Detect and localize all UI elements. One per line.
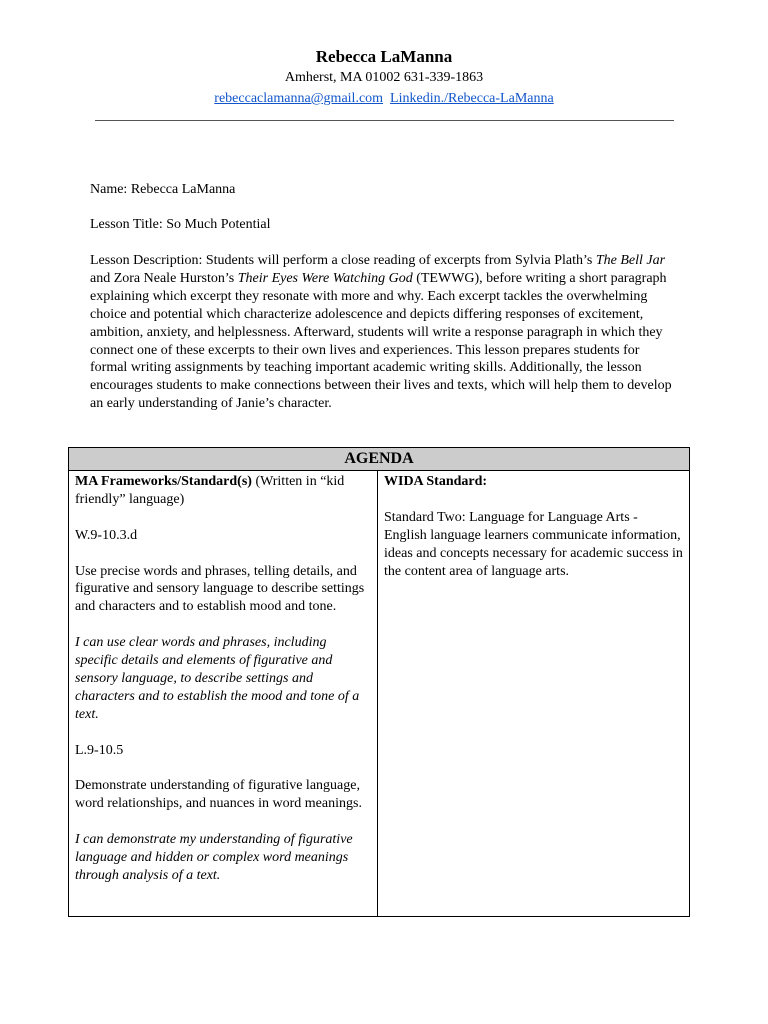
wida-standard-cell xyxy=(378,471,690,917)
kid-friendly-standard: I can demonstrate my understanding of figurative language and hidden or complex word meanings through analysis of a text. xyxy=(75,832,353,883)
linkedin-link[interactable]: Linkedin./Rebecca-LaManna xyxy=(390,91,554,106)
book-title-tewwg: Their Eyes Were Watching God xyxy=(237,270,413,286)
resume-header xyxy=(0,46,768,110)
email-link[interactable]: rebeccaclamanna@gmail.com xyxy=(214,91,384,106)
ma-standards-heading-note: (Written in “kid friendly” language) xyxy=(75,474,345,507)
kid-friendly-standard: I can use clear words and phrases, including specific details and elements of figurative and sensory language, to describe settings and characters and to establish the mood and tone of a text. xyxy=(75,635,360,722)
contact-address: Amherst, MA 01002 631-339-1863 xyxy=(284,70,484,85)
lesson-description xyxy=(90,252,680,413)
agenda-heading: AGENDA xyxy=(69,448,690,471)
standard-code: W.9-10.3.d xyxy=(75,527,138,543)
ma-standards-heading xyxy=(75,473,371,509)
lesson-title-line: Lesson Title: So Much Potential xyxy=(90,217,271,232)
desc-text-2: and Zora Neale Hurston’s xyxy=(90,270,238,286)
ma-standards-cell xyxy=(69,471,378,917)
desc-text-3: (TEWWG), before writing a short paragraph explaining which excerpt they resonate with more and why. Each excerpt tackles the overwhelming choice and potential which characterize adolescence and depicts differing responses of excitement, ambition, anxiety, and helplessness. Afterward, students will write a response paragraph in which they connect one of these excerpts to their own lives and experiences. This lesson prepares students for formal writing assignments by teaching important academic writing skills. Additionally, the lesson encourages students to make connections between their lives and texts, which will help them to develop an early understanding of Janie’s character. xyxy=(90,270,672,412)
standard-text: Demonstrate understanding of figurative language, word relationships, and nuances in word meanings. xyxy=(75,778,362,812)
wida-heading-bold: WIDA Standard: xyxy=(384,474,488,489)
author-name: Rebecca LaManna xyxy=(315,47,453,66)
contact-links xyxy=(0,88,768,110)
lesson-name-line: Name: Rebecca LaManna xyxy=(90,182,236,197)
standard-text: Use precise words and phrases, telling details, and figurative and sensory language to describe settings and characters and to establish mood and tone. xyxy=(75,563,365,615)
desc-text-1: Lesson Description: Students will perform a close reading of excerpts from Sylvia Plath’s xyxy=(90,253,596,268)
header-divider xyxy=(95,120,674,121)
ma-standards-heading-bold: MA Frameworks/Standard(s) xyxy=(75,474,252,489)
wida-heading xyxy=(384,473,683,491)
book-title-bell-jar: The Bell Jar xyxy=(595,253,666,268)
standard-code: L.9-10.5 xyxy=(75,742,124,758)
wida-standard-text: Standard Two: Language for Language Arts - English language learners communicate information, ideas and concepts necessary for academic success in the content area of language arts. xyxy=(384,509,683,579)
agenda-table xyxy=(68,447,690,917)
